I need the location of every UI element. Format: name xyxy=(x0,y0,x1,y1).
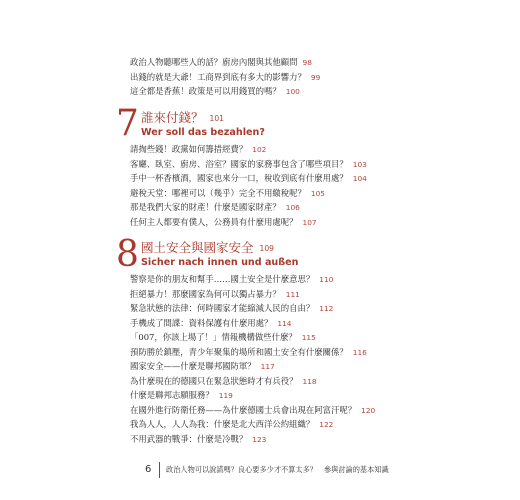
toc-entry xyxy=(130,403,375,418)
toc-entry xyxy=(130,171,367,186)
entry-page-number: 117 xyxy=(260,362,275,371)
chapter-title-text: 國土安全與國家安全 xyxy=(141,240,254,255)
entry-page-number: 122 xyxy=(319,420,334,429)
entry-page-number: 110 xyxy=(319,275,334,284)
toc-entry xyxy=(130,388,375,403)
entry-title: 手機成了間諜：資料保護有什麼用處？ xyxy=(130,317,273,328)
entry-page-number: 107 xyxy=(302,217,317,227)
toc-entry xyxy=(130,301,375,316)
entry-title: 出錢的就是大爺！工商界到底有多大的影響力？ xyxy=(130,71,306,82)
entry-title: 政治人物聽哪些人的話？廚房內閣與其他顧問 xyxy=(130,57,298,67)
entry-title: 請掏些錢！政黨如何籌措經費？ xyxy=(130,144,248,154)
entry-title: 在國外進行防衛任務——為什麼德國士兵會出現在阿富汗呢？ xyxy=(130,404,357,415)
footer-page-number: 6 xyxy=(145,464,152,475)
chapter-8-subtitle: Sicher nach innen und außen xyxy=(141,257,299,268)
entry-title: 「007，你該上場了！」情報機構做些什麼？ xyxy=(130,332,297,342)
entry-page-number: 119 xyxy=(218,391,233,400)
toc-entry xyxy=(130,200,367,215)
toc-entry xyxy=(130,55,320,70)
entry-page-number: 105 xyxy=(310,188,325,198)
chapter-7-title xyxy=(141,110,224,126)
entry-title: 避稅天堂：哪裡可以（幾乎）完全不用繳稅呢？ xyxy=(130,187,306,198)
footer-book-title: 政治人物可以說謊嗎？良心要多少才不算太多？ xyxy=(166,465,317,474)
entry-title: 為什麼現在的德國只在緊急狀態時才有兵役？ xyxy=(130,375,298,386)
chapter-8-list xyxy=(130,272,375,446)
entry-title: 客廳、臥室、廚房、浴室？國家的家務事包含了哪些項目？ xyxy=(130,158,348,169)
chapter-8-title xyxy=(141,240,274,256)
entry-title: 那是我們大家的財產！什麼是國家財產？ xyxy=(130,202,281,212)
entry-title: 警察是你的朋友和幫手……國土安全是什麼意思？ xyxy=(130,274,315,284)
entry-page-number: 102 xyxy=(252,145,267,154)
entry-page-number: 103 xyxy=(352,159,367,169)
toc-entry xyxy=(130,272,375,287)
toc-entry xyxy=(130,330,375,345)
toc-entry xyxy=(130,374,375,389)
toc-entry xyxy=(130,287,375,302)
chapter-page-number: 101 xyxy=(209,114,225,123)
entry-page-number: 98 xyxy=(302,58,312,67)
footer-book-subtitle: 參與討論的基本知識 xyxy=(323,465,389,474)
toc-entry xyxy=(130,215,367,230)
entry-title: 拒絕暴力！那麼國家為何可以獨占暴力？ xyxy=(130,288,281,299)
toc-intro-list xyxy=(130,55,320,99)
entry-page-number: 111 xyxy=(285,289,300,299)
chapter-8-number: 8 xyxy=(116,234,139,275)
toc-entry xyxy=(130,359,375,374)
footer-divider xyxy=(159,462,160,478)
entry-title: 國家安全——什麼是聯邦國防軍？ xyxy=(130,361,256,371)
entry-title: 什麼是聯邦志願服務？ xyxy=(130,390,214,400)
toc-entry xyxy=(130,316,375,331)
entry-title: 緊急狀態的法律：何時國家才能縮減人民的自由？ xyxy=(130,303,315,313)
entry-page-number: 120 xyxy=(361,405,376,415)
toc-entry xyxy=(130,84,320,99)
entry-title: 任何主人都要有僕人，公務員有什麼用處呢？ xyxy=(130,216,298,227)
toc-entry xyxy=(130,142,367,157)
chapter-title-text: 誰來付錢？ xyxy=(141,110,204,125)
entry-title: 手中一杯香檳酒，國家也來分一口，稅收到底有什麼用處？ xyxy=(130,173,348,183)
entry-title: 我為人人，人人為我：什麼是北大西洋公約組織？ xyxy=(130,419,315,429)
entry-page-number: 99 xyxy=(310,72,321,82)
entry-page-number: 100 xyxy=(285,87,300,96)
chapter-7-subtitle: Wer soll das bezahlen? xyxy=(141,127,265,138)
entry-page-number: 115 xyxy=(301,333,316,342)
entry-page-number: 106 xyxy=(285,203,300,212)
toc-entry xyxy=(130,417,375,432)
toc-entry xyxy=(130,432,375,447)
chapter-7-number: 7 xyxy=(116,103,139,144)
chapter-7-list xyxy=(130,142,367,229)
entry-title: 這全都是香蕉！政策是可以用錢買的嗎？ xyxy=(130,86,281,96)
toc-entry xyxy=(130,345,375,360)
entry-page-number: 118 xyxy=(302,376,317,386)
toc-entry xyxy=(130,157,367,172)
entry-page-number: 112 xyxy=(319,304,334,313)
entry-page-number: 114 xyxy=(277,318,292,328)
entry-title: 不用武器的戰爭：什麼是冷戰？ xyxy=(130,433,248,444)
toc-entry xyxy=(130,70,320,85)
entry-page-number: 104 xyxy=(352,174,367,183)
entry-page-number: 116 xyxy=(352,347,367,357)
chapter-page-number: 109 xyxy=(259,244,275,253)
entry-page-number: 123 xyxy=(252,434,267,444)
footer-running-title xyxy=(166,464,389,476)
entry-title: 預防勝於鎮壓，青少年聚集的場所和國土安全有什麼關係？ xyxy=(130,346,348,357)
toc-entry xyxy=(130,186,367,201)
